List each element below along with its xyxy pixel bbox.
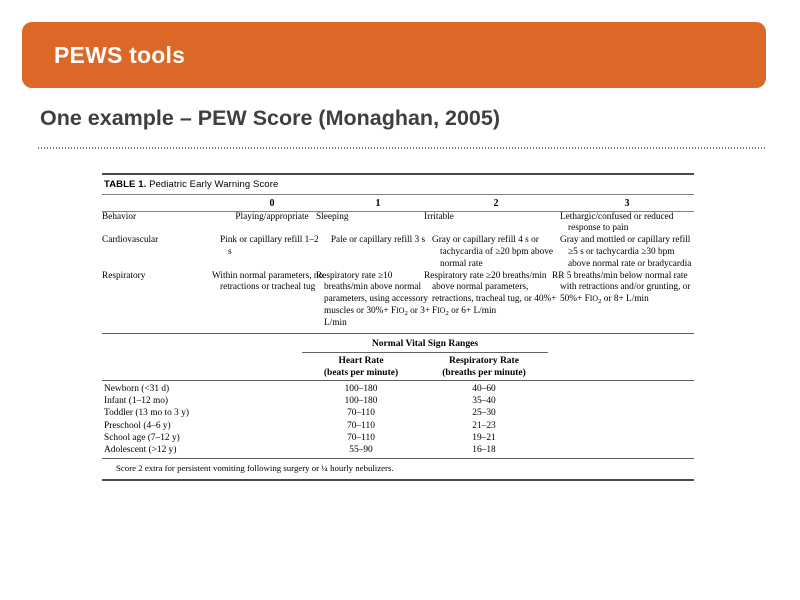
- cardio-score-0: Pink or capillary refill 1–2 s: [220, 235, 319, 258]
- table-row: [102, 444, 694, 456]
- resp-score-0: Within normal parameters, no retractions or tracheal tug: [212, 270, 324, 293]
- slide-header-bar: [22, 22, 766, 88]
- table-caption-label: TABLE 1.: [104, 179, 147, 190]
- heart-rate-unit: (beats per minute): [323, 368, 399, 378]
- score-grid: [102, 198, 694, 211]
- vitals-header-resp-rate: [420, 356, 548, 380]
- vitals-data-table: [102, 383, 694, 456]
- table-row: [102, 271, 694, 330]
- vitals-hr-toddler: 70–110: [347, 408, 375, 419]
- table-caption-text: Pediatric Early Warning Score: [149, 179, 279, 190]
- vitals-header-blank: [102, 356, 302, 380]
- vitals-banner-spacer-right: [548, 334, 694, 356]
- vitals-table: [102, 334, 694, 380]
- score-header-3: 3: [624, 198, 630, 209]
- table-bottom-rule: [102, 479, 694, 481]
- score-header-0: 0: [269, 198, 275, 209]
- table-row: [102, 395, 694, 407]
- vitals-age-preschool: Preschool (4–6 y): [104, 420, 171, 431]
- behavior-score-1: Sleeping: [316, 211, 349, 222]
- vitals-age-school-age: School age (7–12 y): [104, 432, 180, 443]
- resp-rate-unit: (breaths per minute): [442, 368, 526, 378]
- score-header-1: 1: [375, 198, 381, 209]
- vitals-rr-school-age: 19–21: [472, 432, 496, 443]
- table-row: [102, 383, 694, 395]
- slide-subtitle: One example – PEW Score (Monaghan, 2005): [40, 106, 501, 130]
- vitals-age-toddler: Toddler (13 mo to 3 y): [104, 408, 190, 419]
- vitals-hr-newborn: 100–180: [344, 383, 378, 394]
- vitals-banner-rule: [302, 352, 548, 353]
- table-row: [102, 407, 694, 419]
- row-label-cardiovascular: Cardiovascular: [102, 235, 159, 246]
- resp-score-3: RR 5 breaths/min below normal rate with retractions and/or grunting, or $50\%+ FIO_2$ or 8+ L/min: [552, 270, 691, 306]
- table-footnote: Score 2 extra for persistent vomiting following surgery or ¼ hourly nebulizers.: [116, 463, 394, 474]
- behavior-score-0: Playing/appropriate: [235, 211, 309, 222]
- vitals-banner-cell: [302, 334, 548, 356]
- cardio-score-2: Gray or capillary refill 4 s or tachycardia of ≥20 bpm above normal rate: [432, 235, 554, 269]
- cardio-score-1: Pale or capillary refill 3 s: [330, 235, 426, 246]
- cardio-score-3: Gray and mottled or capillary refill ≥5 s or tachycardia ≥30 bpm above normal rate or bradycardia: [560, 235, 692, 269]
- resp-score-2: Respiratory rate ≥20 breaths/min above normal parameters, retractions, tracheal tug, or $40\%+ FIO_2$ or 6+ L/min: [424, 270, 557, 318]
- table-row: [102, 235, 694, 270]
- vitals-pad: [548, 444, 694, 456]
- vitals-hr-infant: 100–180: [344, 396, 378, 407]
- score-header-row: [102, 198, 694, 211]
- vitals-rr-infant: 35–40: [472, 396, 496, 407]
- vitals-rr-preschool: 21–23: [472, 420, 496, 431]
- vitals-pad: [548, 395, 694, 407]
- table-row: [102, 212, 694, 236]
- vitals-age-infant: Infant (1–12 mo): [104, 396, 169, 407]
- vitals-pad: [548, 432, 694, 444]
- behavior-score-3: Lethargic/confused or reduced response to pain: [560, 211, 674, 234]
- resp-score-1: Respiratory rate ≥10 breaths/min above normal parameters, using accessory muscles or $30\%+ FIO_2$ or 3+ L/min: [316, 270, 431, 328]
- vitals-age-newborn: Newborn (<31 d): [104, 383, 170, 394]
- vitals-header-pad: [548, 356, 694, 380]
- vitals-pad: [548, 383, 694, 395]
- vitals-rr-newborn: 40–60: [472, 383, 496, 394]
- vitals-pad: [548, 420, 694, 432]
- vitals-banner-text: Normal Vital Sign Ranges: [371, 337, 479, 349]
- vitals-pad: [548, 407, 694, 419]
- vitals-header-row: [102, 356, 694, 380]
- behavior-score-2: Irritable: [424, 211, 454, 222]
- vitals-header-heart-rate: [302, 356, 420, 380]
- score-header-2: 2: [493, 198, 499, 209]
- table-caption: [102, 175, 694, 194]
- resp-rate-label: Respiratory Rate: [449, 356, 519, 367]
- heart-rate-label: Heart Rate: [338, 356, 384, 367]
- table-row: [102, 432, 694, 444]
- vitals-age-adolescent: Adolescent (>12 y): [104, 444, 177, 455]
- dotted-divider: [38, 147, 766, 149]
- score-header-blank: [102, 198, 220, 211]
- vitals-banner-spacer: [102, 334, 302, 356]
- pew-score-table-figure: [102, 173, 694, 481]
- page-title: PEWS tools: [54, 41, 186, 68]
- vitals-rr-toddler: 25–30: [472, 408, 496, 419]
- score-grid-body: [102, 212, 694, 330]
- row-label-respiratory: Respiratory: [102, 270, 146, 281]
- row-label-behavior: Behavior: [102, 211, 137, 222]
- vitals-hr-preschool: 70–110: [347, 420, 375, 431]
- vitals-rr-adolescent: 16–18: [472, 444, 496, 455]
- table-row: [102, 420, 694, 432]
- vitals-hr-adolescent: 55–90: [349, 444, 373, 455]
- vitals-hr-school-age: 70–110: [347, 432, 375, 443]
- vitals-banner-row: [102, 334, 694, 356]
